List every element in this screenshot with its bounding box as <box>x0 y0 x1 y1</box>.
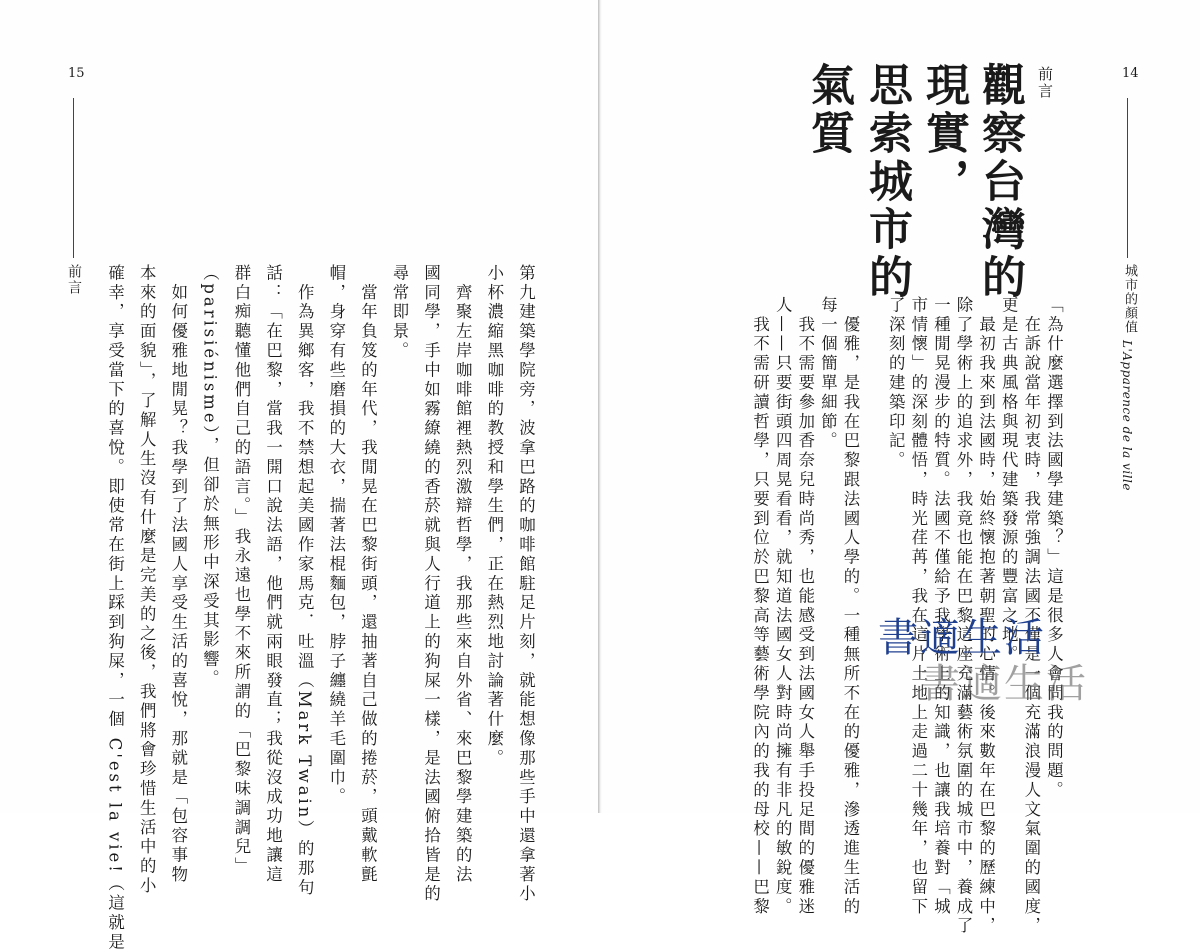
running-header: 前言 <box>66 264 82 296</box>
text-column: 人——只要街頭四周晃看看，就知道法國女人對時尚擁有非凡的敏銳度。 <box>773 296 793 917</box>
text-column: 一種閒晃漫步的特質。法國不僅給予我學術上的知識，也讓我培養對「城 <box>931 296 951 917</box>
text-column: 國同學，手中如霧繚繞的香菸就與人行道上的狗屎一樣，是法國俯拾皆是的 <box>421 264 441 905</box>
section-label: 前言 <box>1036 66 1054 100</box>
text-column: 如何優雅地閒晃？我學到了法國人享受生活的喜悅，那就是「包容事物 <box>168 264 188 885</box>
title-line: 思索城市的 <box>861 62 912 302</box>
text-column: 尋常即景。 <box>390 264 409 361</box>
watermark-logo: 書適生活 <box>878 615 1046 661</box>
divider-rule <box>73 98 74 258</box>
text-column: 最初我來到法國時，始終懷抱著朝聖的心情。後來數年在巴黎的歷練中， <box>976 296 996 937</box>
right-page <box>602 0 1200 937</box>
text-column: 小杯濃縮黑咖啡的教授和學生們，正在熱烈地討論著什麼。 <box>484 264 504 769</box>
text-column: 我不需研讀哲學，只要到位於巴黎高等藝術學院內的我的母校——巴黎 <box>750 296 770 917</box>
text-column: 作為異鄉客，我不禁想起美國作家馬克．吐溫（Mark Twain）的那句 <box>295 264 315 898</box>
text-column: 我不需要參加香奈兒時尚秀，也能感受到法國女人舉手投足間的優雅迷 <box>795 296 815 917</box>
text-column: 優雅，是我在巴黎跟法國人學的。一種無所不在的優雅，滲透進生活的 <box>841 296 860 917</box>
left-page <box>0 0 598 952</box>
text-column: （parisiénisme），但卻於無形中深受其影響。 <box>200 264 220 689</box>
text-column: 群白痴聽懂他們自己的語言。」我永遠也學不來所謂的「巴黎味調調兒」 <box>232 264 251 877</box>
text-column: 「為什麼選擇到法國學建築？」這是很多人會問我的問題。 <box>1044 296 1064 801</box>
page-number: 14 <box>1122 66 1139 81</box>
divider-rule <box>1127 98 1128 258</box>
title-line: 現實， <box>918 62 969 206</box>
text-column: 在訴說當年初衷時，我常強調法國不僅是一個充滿浪漫人文氣圍的國度， <box>1021 296 1041 937</box>
title-line: 氣質 <box>803 62 854 158</box>
text-column: 話：「在巴黎，當我一開口說法語，他們就兩眼發直；我從沒成功地讓這 <box>263 264 283 885</box>
text-column: 帽，身穿有些磨損的大衣，揣著法棍麵包，脖子纏繞羊毛圍巾。 <box>326 264 346 808</box>
text-column: 除了學術上的追求外，我竟也能在巴黎這座充滿藝術氛圍的城市中，養成了 <box>954 296 973 937</box>
text-column: 了深刻的建築印記。 <box>886 296 906 471</box>
text-column: 第九建築學院旁，波拿巴路的咖啡館駐足片刻，就能想像那些手中還拿著小 <box>516 264 536 905</box>
text-column: 當年負笈的年代，我閒晃在巴黎街頭，還抽著自己做的捲菸，頭戴軟氈 <box>358 264 378 885</box>
running-header-cn: 城市的顏值 <box>1122 264 1137 334</box>
text-column: 齊聚左岸咖啡館裡熱烈激辯哲學，我那些來自外省、來巴黎學建築的法 <box>453 264 473 885</box>
text-column: 每一個簡單細節。 <box>818 296 838 452</box>
text-column: 本來的面貌」，了解人生沒有什麼是完美的之後，我們將會珍惜生活中的小 <box>137 264 157 896</box>
text-column: 確幸，享受當下的喜悅。即使常在街上踩到狗屎，一個 C'est la vie!（這就是 <box>105 264 125 952</box>
title-line: 觀察台灣的 <box>974 62 1025 302</box>
text-column: 市情懷」的深刻體悟，時光荏苒，我在這片土地上走過二十幾年，也留下 <box>908 296 928 917</box>
text-column: 更是古典風格與現代建築發源的豐富之地。 <box>999 296 1019 665</box>
running-header-fr: L'Apparence de la ville <box>1120 340 1134 491</box>
page-number: 15 <box>68 66 85 81</box>
watermark-logo-shadow: 書適生活 <box>920 661 1088 707</box>
